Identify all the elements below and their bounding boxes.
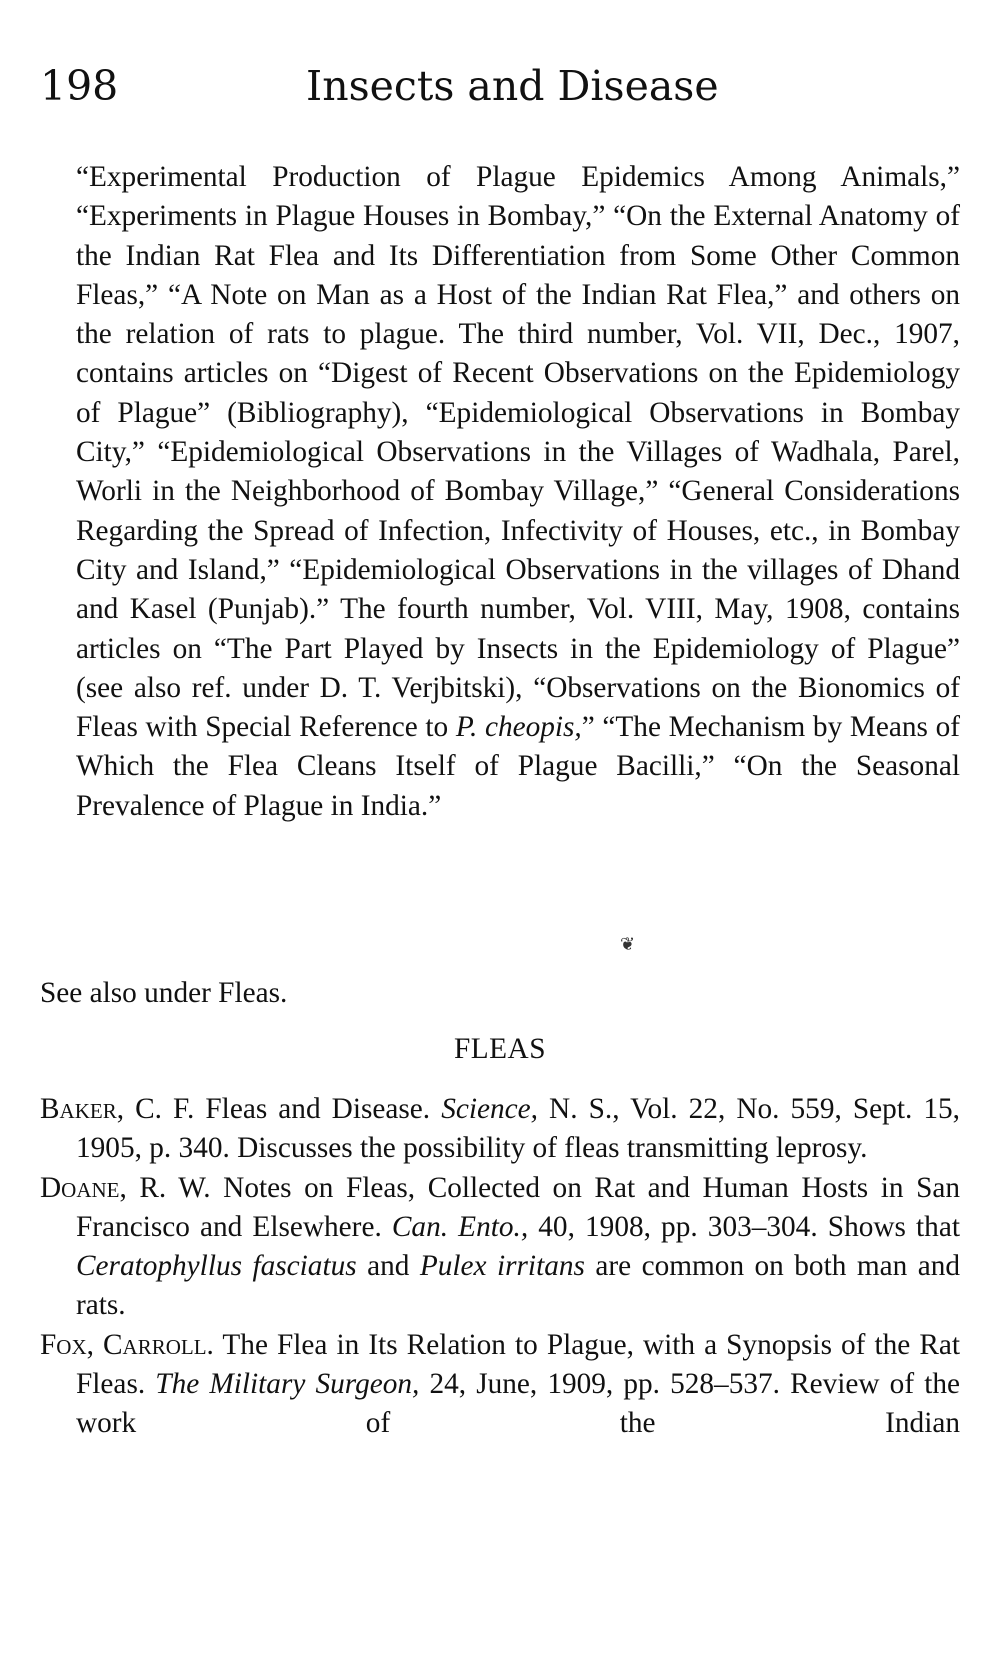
reference-title: Fleas and Disease.: [194, 1093, 442, 1125]
reference-entry: [40, 1090, 960, 1169]
reference-title: The Flea in Its Relation to Plague, with a Synopsis of the Rat Fleas.: [76, 1328, 961, 1401]
printer-mark: ❦: [620, 934, 636, 955]
see-also-note: See also under Fleas.: [40, 977, 288, 1009]
reference-details: 24, June, 1909, pp. 528–537. Review of the work of the Indian: [76, 1368, 960, 1440]
reference-entry: [40, 1169, 960, 1326]
continued-entry-paragraph: [76, 158, 960, 826]
reference-details: and: [356, 1250, 420, 1283]
running-title: Insects and Disease: [306, 62, 719, 110]
reference-details: are common on both man and rats.: [76, 1250, 961, 1322]
reference-author: Doane, R. W.: [40, 1171, 211, 1204]
reference-author: Baker, C. F.: [40, 1093, 195, 1125]
species-name: Pulex irritans: [419, 1250, 585, 1283]
continued-text-end: ” “The Mechanism by Means of Which the Flea Cleans Itself of Plague Bacilli,” “On the Seasonal Prevalence of Plague in India.”: [76, 711, 960, 822]
reference-author: Fox, Carroll.: [40, 1328, 214, 1361]
reference-title: Notes on Fleas, Collected on Rat and Human Hosts in San Francisco and Elsewhere.: [76, 1171, 961, 1243]
reference-journal: Can. Ento.,: [391, 1210, 529, 1243]
continued-entry: [76, 158, 960, 826]
page-number: 198: [40, 62, 119, 110]
section-heading: FLEAS: [453, 1033, 547, 1065]
reference-journal: Science,: [441, 1093, 538, 1125]
continued-text: “Experimental Production of Plague Epidemics Among Animals,” “Experiments in Plague Houses in Bombay,” “On the External Anatomy of the Indian Rat Flea and Its Differentiation from Some Other Common Fleas,” “A Note on Man as a Host of the Indian Rat Flea,” and others on the relation of rats to plague. The third number, Vol. VII, Dec., 1907, contains articles on “Digest of Recent Observations on the Epidemiology of Plague” (Bibliography), “Epidemiological Observations in Bombay City,” “Epidemiological Observations in the Villages of Wadhala, Parel, Worli in the Neighborhood of Bombay Village,” “General Considerations Regarding the Spread of Infection, Infectivity of Houses, etc., in Bombay City and Island,” “Epidemiological Observations in the villages of Dhand and Kasel (Punjab).” The fourth number, Vol. VIII, May, 1908, contains articles on “The Part Played by Insects in the Epidemiology of Plague” (see also ref. under D. T. Verjbitski), “Observations on the Bionomics of Fleas with Special Reference to: [76, 161, 960, 744]
reference-details: 40, 1908, pp. 303–304. Shows that: [528, 1210, 960, 1243]
reference-entry: [40, 1326, 960, 1444]
reference-journal: The Military Surgeon,: [155, 1368, 420, 1401]
species-name: Ceratophyllus fasciatus: [76, 1250, 357, 1283]
reference-details: N. S., Vol. 22, No. 559, Sept. 15, 1905, p. 340. Discusses the possibility of fleas transmitting leprosy.: [76, 1093, 960, 1165]
page-header: [40, 62, 960, 122]
species-name: P. cheopis,: [455, 711, 582, 744]
reference-list: [40, 1090, 960, 1444]
